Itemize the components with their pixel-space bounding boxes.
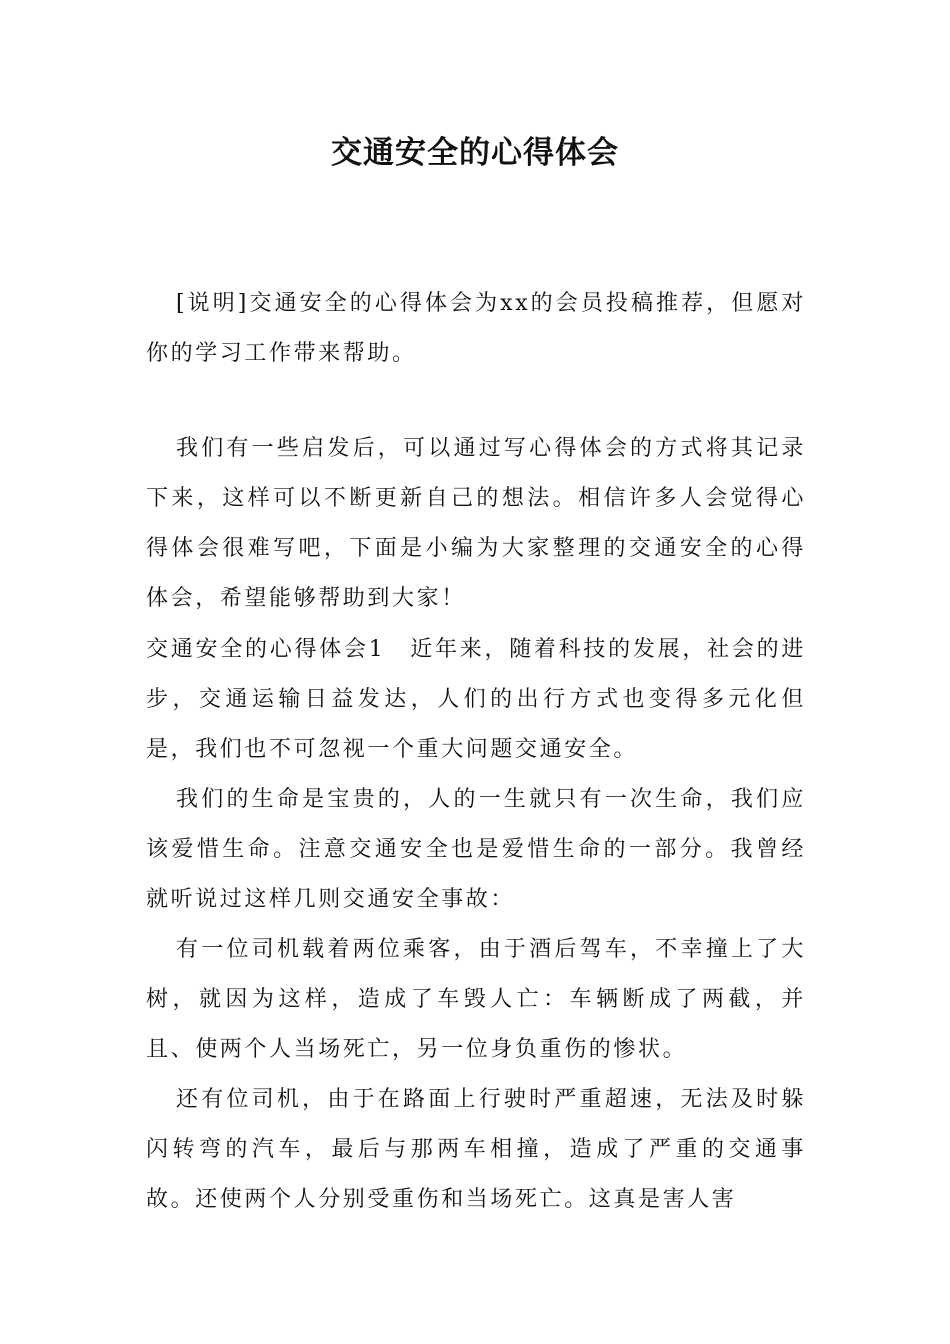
- paragraph-intro-text: 我们有一些启发后，可以通过写心得体会的方式将其记录下来，这样可以不断更新自己的想法。相信许多人会觉得心得体会很难写吧，下面是小编为大家整理的交通安全的心得体会，希望能够帮助到大家！: [146, 436, 806, 611]
- paragraph-first-essay-text: 交通安全的心得体会1 近年来，随着科技的发展，社会的进步，交通运输日益发达，人们的出行方式也变得多元化但是，我们也不可忽视一个重大问题交通安全。: [146, 637, 806, 762]
- paragraph-case-speeding: [146, 1075, 806, 1225]
- paragraph-life: [146, 775, 806, 925]
- paragraph-life-text: 我们的生命是宝贵的，人的一生就只有一次生命，我们应该爱惜生命。注意交通安全也是爱惜生命的一部分。我曾经就听说过这样几则交通安全事故：: [146, 787, 806, 912]
- paragraph-note-text: [说明]交通安全的心得体会为xx的会员投稿推荐，但愿对你的学习工作带来帮助。: [146, 291, 806, 366]
- paragraph-case-drunk-driving-text: 有一位司机载着两位乘客，由于酒后驾车，不幸撞上了大树，就因为这样，造成了车毁人亡：车辆断成了两截，并且、使两个人当场死亡，另一位身负重伤的惨状。: [146, 937, 806, 1062]
- paragraph-first-essay: [146, 625, 806, 775]
- paragraph-case-drunk-driving: [146, 925, 806, 1075]
- paragraph-intro: [146, 424, 806, 624]
- document-title: 交通安全的心得体会: [331, 135, 619, 171]
- paragraph-case-speeding-text: 还有位司机，由于在路面上行驶时严重超速，无法及时躲闪转弯的汽车，最后与那两车相撞，造成了严重的交通事故。还使两个人分别受重伤和当场死亡。这真是害人害: [146, 1087, 806, 1212]
- paragraph-note: [146, 279, 806, 379]
